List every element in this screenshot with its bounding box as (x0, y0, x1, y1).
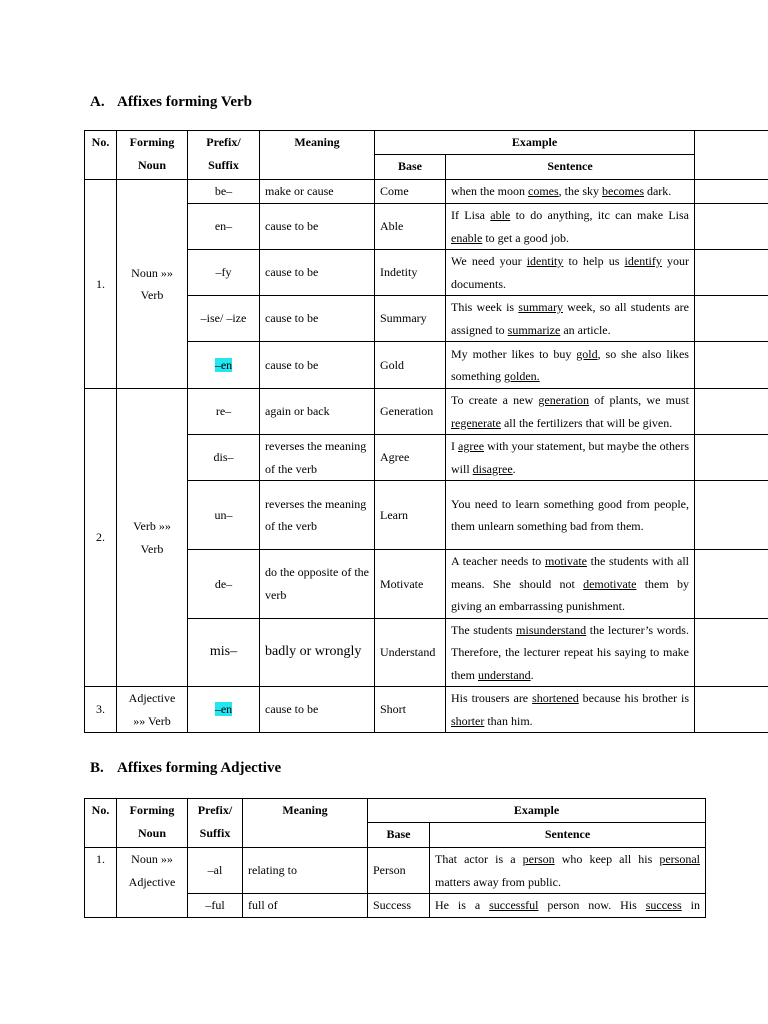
meaning-cell: cause to be (260, 204, 375, 250)
highlighted-affix: –en (214, 702, 233, 717)
table-row (85, 296, 768, 342)
table-row (85, 550, 768, 619)
header-forming: Forming Noun (117, 799, 188, 848)
table-row (85, 180, 768, 204)
base-cell: Come (375, 180, 446, 204)
sentence-cell: I agree with your statement, but maybe the others will disagree. (446, 435, 695, 481)
section-b-title: Affixes forming Adjective (117, 760, 282, 776)
meaning-cell: make or cause (260, 180, 375, 204)
affix-cell: un– (188, 481, 260, 550)
sentence-cell: This week is summary week, so all students are assigned to summarize an article. (446, 296, 695, 342)
extra-cell (695, 180, 768, 204)
group-forming: Adjective »» Verb (117, 687, 188, 733)
base-cell: Person (368, 848, 430, 894)
group-forming: Noun »» Adjective (117, 848, 188, 918)
sentence-cell: He is a successful person now. His success in (430, 894, 706, 918)
base-cell: Learn (375, 481, 446, 550)
sentence-cell: A teacher needs to motivate the students with all means. She should not demotivate them by giving an embarrassing punishment. (446, 550, 695, 619)
meaning-cell: do the opposite of the verb (260, 550, 375, 619)
affix-cell: de– (188, 550, 260, 619)
header-sentence: Sentence (446, 155, 695, 180)
header-no: No. (85, 131, 117, 180)
section-a-heading (90, 94, 252, 111)
meaning-cell: cause to be (260, 687, 375, 733)
header-meaning: Meaning (260, 131, 375, 180)
header-meaning: Meaning (243, 799, 368, 848)
header-extra (695, 131, 768, 180)
meaning-cell: cause to be (260, 250, 375, 296)
meaning-cell: reverses the meaning of the verb (260, 435, 375, 481)
meaning-cell: reverses the meaning of the verb (260, 481, 375, 550)
affix-cell: –al (188, 848, 243, 894)
extra-cell (695, 687, 768, 733)
base-cell: Generation (375, 389, 446, 435)
section-a-title: Affixes forming Verb (117, 94, 252, 110)
affix-cell: –ful (188, 894, 243, 918)
section-b-label: B. (90, 760, 104, 776)
base-cell: Summary (375, 296, 446, 342)
base-cell: Agree (375, 435, 446, 481)
table-row (85, 204, 768, 250)
meaning-cell: badly or wrongly (260, 618, 375, 687)
extra-cell (695, 481, 768, 550)
affix-cell: re– (188, 389, 260, 435)
sentence-cell: To create a new generation of plants, we must regenerate all the fertilizers that will be given. (446, 389, 695, 435)
sentence-cell: If Lisa able to do anything, itc can make Lisa enable to get a good job. (446, 204, 695, 250)
affix-cell: be– (188, 180, 260, 204)
section-a-label: A. (90, 94, 105, 110)
sentence-cell: My mother likes to buy gold, so she also likes something golden. (446, 342, 695, 389)
affix-cell: –ise/ –ize (188, 296, 260, 342)
extra-cell (695, 389, 768, 435)
extra-cell (695, 204, 768, 250)
sentence-cell: You need to learn something good from people, them unlearn something bad from them. (446, 481, 695, 550)
extra-cell (695, 550, 768, 619)
extra-cell (695, 342, 768, 389)
table-row (85, 342, 768, 389)
sentence-cell: when the moon comes, the sky becomes dark. (446, 180, 695, 204)
table-row (85, 618, 768, 687)
meaning-cell: cause to be (260, 296, 375, 342)
sentence-cell: We need your identity to help us identify your documents. (446, 250, 695, 296)
table-row (85, 848, 706, 894)
header-sentence: Sentence (430, 823, 706, 848)
affix-cell: mis– (188, 618, 260, 687)
header-base: Base (368, 823, 430, 848)
table-row (85, 389, 768, 435)
table-row (85, 687, 768, 733)
highlighted-affix: –en (214, 357, 233, 372)
header-example: Example (368, 799, 706, 823)
header-example: Example (375, 131, 695, 155)
extra-cell (695, 435, 768, 481)
affix-cell (188, 342, 260, 389)
section-b-heading (90, 760, 281, 777)
group-forming: Noun »» Verb (117, 180, 188, 389)
meaning-cell: full of (243, 894, 368, 918)
affix-cell (188, 687, 260, 733)
group-no: 2. (85, 389, 117, 687)
affixes-verb-table (84, 130, 768, 733)
sentence-cell: His trousers are shortened because his brother is shorter than him. (446, 687, 695, 733)
affix-cell: en– (188, 204, 260, 250)
group-no: 1. (85, 180, 117, 389)
group-no: 1. (85, 848, 117, 918)
base-cell: Gold (375, 342, 446, 389)
extra-cell (695, 250, 768, 296)
meaning-cell: again or back (260, 389, 375, 435)
sentence-cell: The students misunderstand the lecturer’s words. Therefore, the lecturer repeat his saying to make them understand. (446, 618, 695, 687)
table-row (85, 481, 768, 550)
header-prefix-suffix: Prefix/ Suffix (188, 799, 243, 848)
group-forming: Verb »» Verb (117, 389, 188, 687)
header-prefix-suffix: Prefix/ Suffix (188, 131, 260, 180)
group-no: 3. (85, 687, 117, 733)
base-cell: Success (368, 894, 430, 918)
extra-cell (695, 618, 768, 687)
header-no: No. (85, 799, 117, 848)
header-base: Base (375, 155, 446, 180)
affix-cell: dis– (188, 435, 260, 481)
base-cell: Motivate (375, 550, 446, 619)
affix-cell: –fy (188, 250, 260, 296)
meaning-cell: relating to (243, 848, 368, 894)
header-forming: Forming Noun (117, 131, 188, 180)
table-row (85, 250, 768, 296)
meaning-cell: cause to be (260, 342, 375, 389)
base-cell: Indetity (375, 250, 446, 296)
affixes-adjective-table (84, 798, 706, 918)
base-cell: Able (375, 204, 446, 250)
base-cell: Understand (375, 618, 446, 687)
table-row (85, 435, 768, 481)
sentence-cell: That actor is a person who keep all his personal matters away from public. (430, 848, 706, 894)
extra-cell (695, 296, 768, 342)
base-cell: Short (375, 687, 446, 733)
